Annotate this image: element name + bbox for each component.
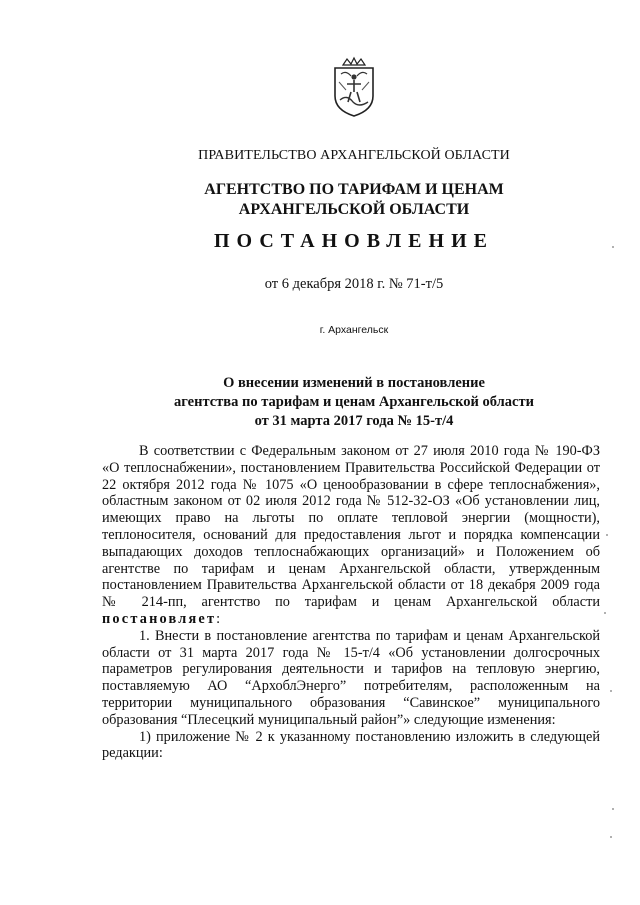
document-type-title: ПОСТАНОВЛЕНИЕ (214, 230, 494, 252)
decree-body (102, 443, 600, 762)
clause-1-1-paragraph: 1) приложение № 2 к указанному постановлению изложить в следующей редакции: (102, 728, 600, 762)
city-name: г. Архангельск (319, 324, 389, 336)
scan-speck (610, 690, 612, 692)
scan-speck (610, 836, 612, 838)
agency-name-line-2: АРХАНГЕЛЬСКОЙ ОБЛАСТИ (238, 201, 470, 218)
scan-speck (604, 612, 606, 614)
decree-subject-line-1: О внесении изменений в постановление (223, 375, 485, 391)
decree-action-word: постановляет (102, 610, 217, 627)
clause-1-paragraph: 1. Внести в постановление агентства по тарифам и ценам Архангельской области от 31 марта 2017 года № 15-т/4 «Об установлении долгосрочных параметров регулирования деятельности и тарифов на тепловую энергию, поставляемую АО “АрхоблЭнерго” потребителям, расположенным на территории муниципального образования “Савинское” муниципального образования “Плесецкий муниципальный район”» следующие изменения: (102, 627, 600, 728)
scan-speck (612, 808, 614, 810)
preamble-paragraph (102, 443, 600, 628)
decree-subject-line-2: агентства по тарифам и ценам Архангельской области (174, 394, 534, 410)
preamble-text: В соответствии с Федеральным законом от 27 июля 2010 года № 190-ФЗ «О теплоснабжении», постановлением Правительства Российской Федерации от 22 октября 2012 года № 1075 «О ценообразовании в сфере теплоснабжения», областным законом от 02 июля 2012 года № 512-32-ОЗ «Об установлении лиц, имеющих право на льготы по оплате тепловой энергии (мощности), теплоносителя, оснований для предоставления льгот и порядка компенсации выпадающих доходов теплоснабжающих организаций» и Положением об агентстве по тарифам и ценам Архангельской области, утвержденным постановлением Правительства Архангельской области от 18 декабря 2009 года № 214-пп, агентство по тарифам и ценам Архангельской области (102, 443, 600, 611)
preamble-end: : (216, 610, 221, 627)
agency-name (0, 180, 640, 220)
decree-subject-line-3: от 31 марта 2017 года № 15-т/4 (254, 413, 454, 429)
government-name: ПРАВИТЕЛЬСТВО АРХАНГЕЛЬСКОЙ ОБЛАСТИ (198, 148, 510, 163)
scan-speck (606, 534, 608, 536)
scan-speck (612, 246, 614, 248)
decree-subject (0, 374, 640, 431)
decree-date-number: от 6 декабря 2018 г. № 71-т/5 (264, 276, 444, 292)
arkhangelsk-coat-of-arms-icon (331, 56, 377, 118)
agency-name-line-1: АГЕНТСТВО ПО ТАРИФАМ И ЦЕНАМ (204, 181, 504, 198)
